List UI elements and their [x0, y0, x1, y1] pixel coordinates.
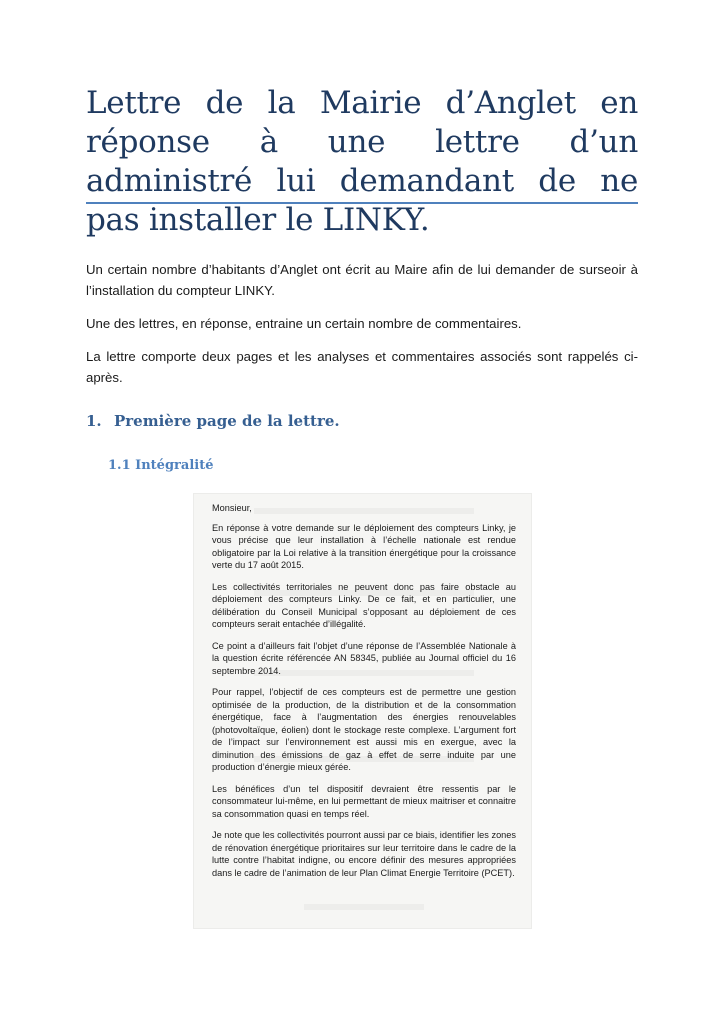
letter-paragraph: Je note que les collectivités pourront aussi par ce biais, identifier les zones de rénovation énergétique prioritaires sur leur territoire dans le cadre de la lutte contre l’habitat indigne, ou encore définir des mesures appropriées dans le cadre de l’animation de leur Plan Climat Energie Territoire (PCET). [212, 830, 516, 878]
section-number: 1. [86, 412, 102, 430]
letter-paragraph: Les collectivités territoriales ne peuvent donc pas faire obstacle au déploiement des compteurs Linky. De ce fait, et en particulier, une délibération du Conseil Municipal s’opposant au déploiement de ces compteurs serait entachée d’illégalité. [212, 581, 516, 630]
intro-paragraph: Un certain nombre d’habitants d’Anglet ont écrit au Maire afin de lui demander de surseoir à l’installation du compteur LINKY. [86, 262, 638, 298]
section-heading-1 [86, 412, 340, 430]
document-title: Lettre de la Mairie d’Anglet en réponse à une lettre d’un administré lui demandant de ne pas installer le LINKY. [86, 85, 638, 238]
bleed-through-mark [304, 904, 424, 910]
title-underline-rule [86, 202, 638, 204]
letter-greeting: Monsieur, [212, 503, 252, 513]
letter-paragraph: Ce point a d’ailleurs fait l’objet d’une réponse de l’Assemblée Nationale à la question écrite référencée AN 58345, publiée au Journal officiel du 16 septembre 2014. [212, 640, 516, 676]
letter-paragraph: Les bénéfices d’un tel dispositif devraient être ressentis par le consommateur lui-même, en lui permettant de mieux maitriser et connaitre sa consommation quasi en temps réel. [212, 783, 516, 819]
letter-paragraph: En réponse à votre demande sur le déploiement des compteurs Linky, je vous précise que leur installation à l’échelle nationale est rendue obligatoire par la Loi relative à la transition énergétique pour la croissance verte du 17 août 2015. [212, 522, 516, 571]
subsection-heading-1-1: 1.1 Intégralité [108, 458, 214, 473]
scanned-letter-image [194, 494, 531, 928]
section-title: Première page de la lettre. [114, 412, 340, 430]
letter-paragraph: Pour rappel, l’objectif de ces compteurs est de permettre une gestion optimisée de la production, de la distribution et de la consommation énergétique, face à l’augmentation des énergies renouvelables (photovoltaïque, éolien) dont le stockage reste complexe. L’argument fort de l’impact sur l’environnement est aussi mis en exergue, avec la diminution des émissions de gaz à effet de serre induite par une production d’énergie mieux gérée. [212, 686, 516, 773]
intro-paragraph: La lettre comporte deux pages et les analyses et commentaires associés sont rappelés ci-après. [86, 349, 638, 385]
scanned-letter-text [212, 502, 516, 888]
intro-paragraph: Une des lettres, en réponse, entraine un certain nombre de commentaires. [86, 316, 522, 331]
